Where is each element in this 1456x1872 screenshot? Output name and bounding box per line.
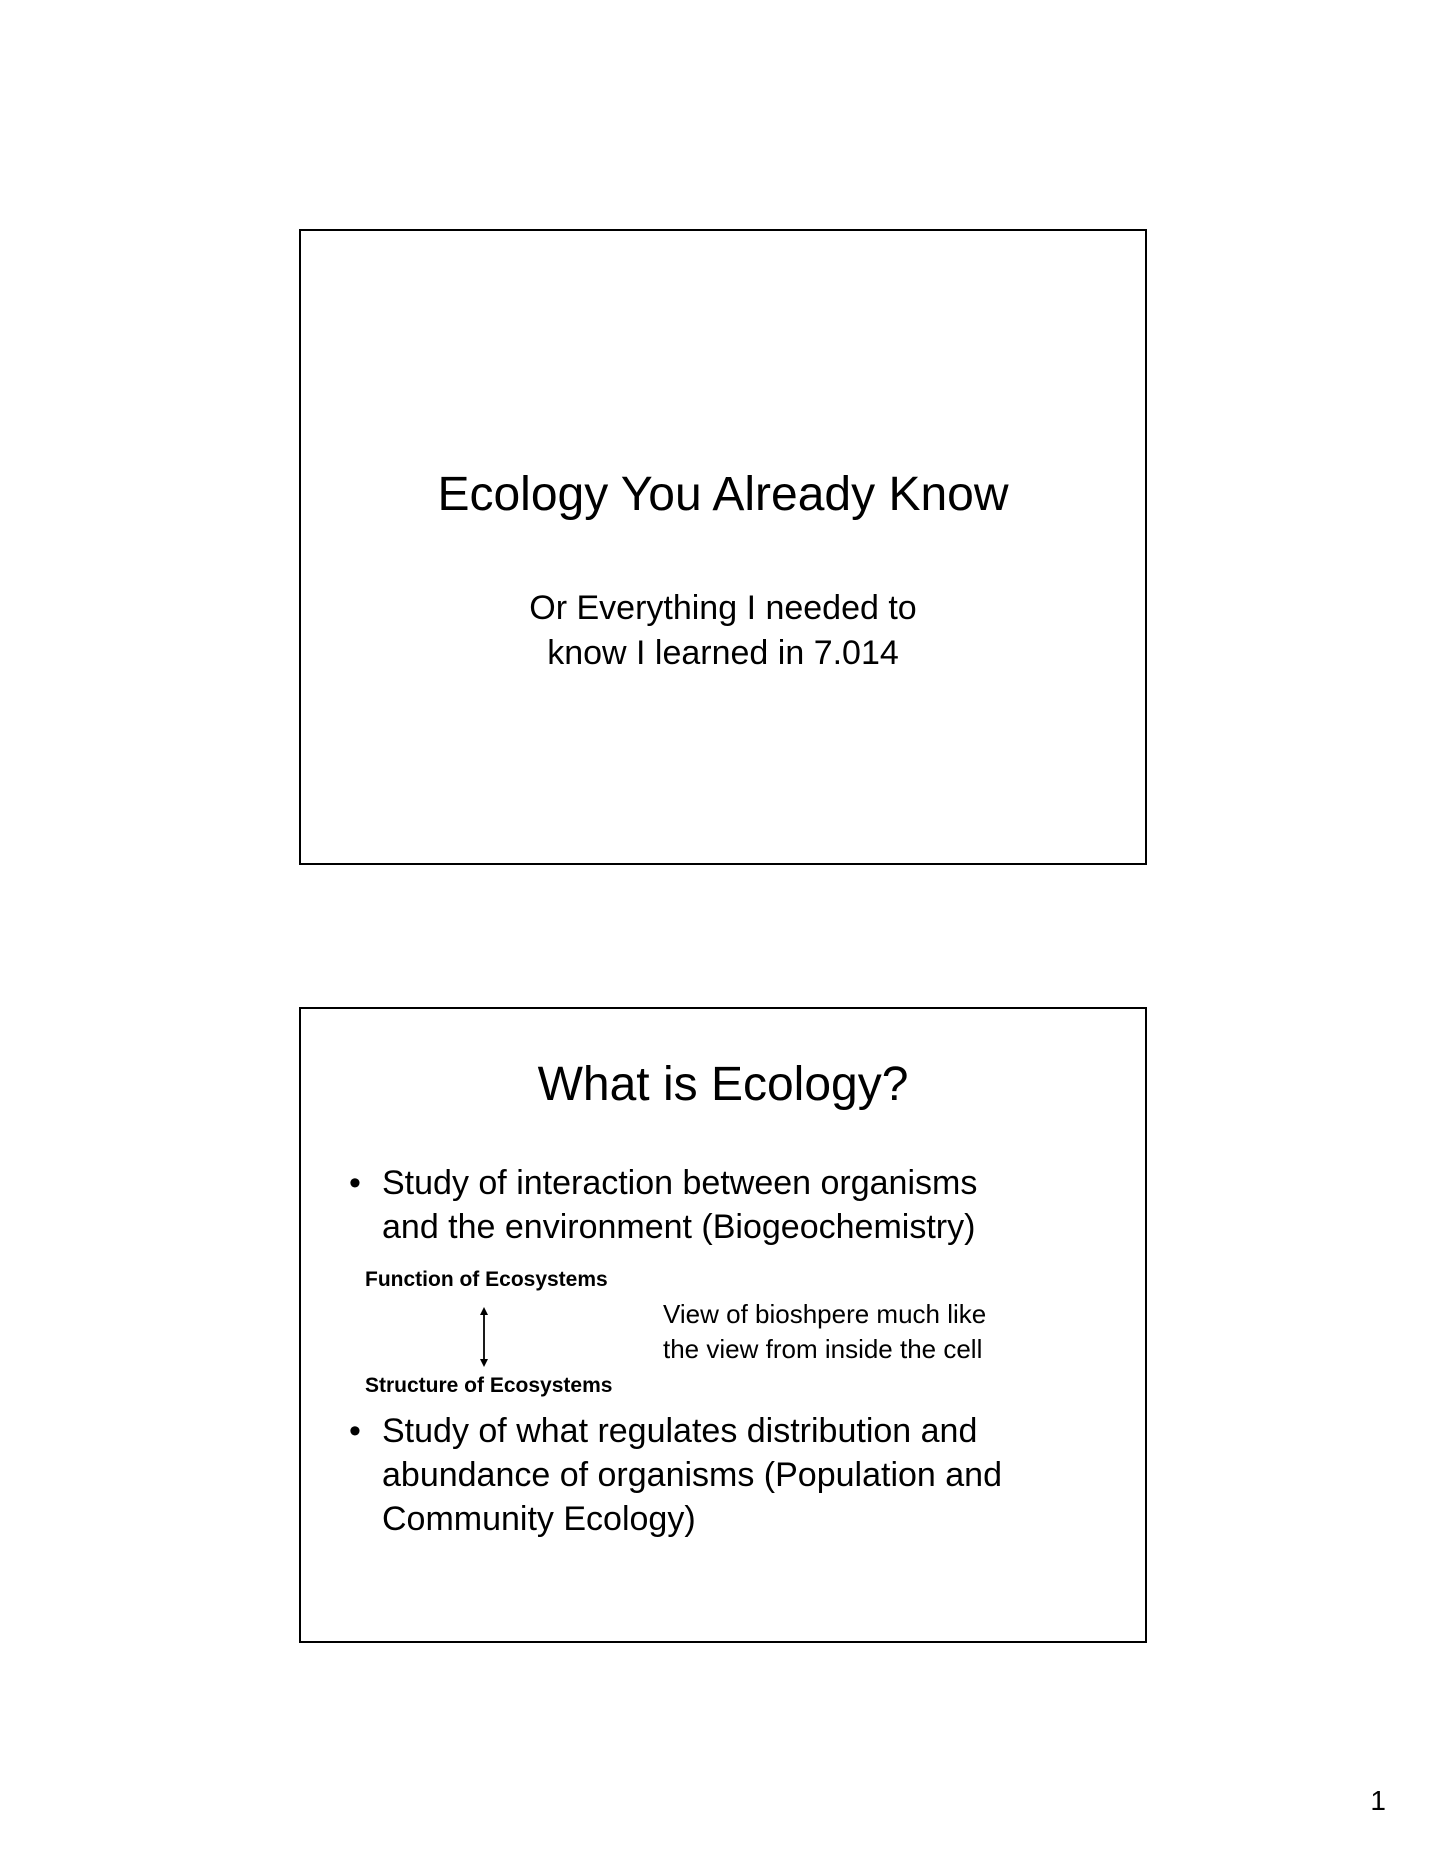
note-line: the view from inside the cell — [663, 1334, 983, 1364]
function-of-ecosystems-label: Function of Ecosystems — [365, 1268, 608, 1291]
slide-2-title: What is Ecology? — [537, 1058, 909, 1111]
subtitle-line: know I learned in 7.014 — [547, 634, 899, 672]
bullet-marker: • — [349, 1164, 361, 1202]
slide-1-title: Ecology You Already Know — [437, 468, 1009, 521]
bullet-item — [349, 1161, 1129, 1249]
bullet-text — [382, 1161, 977, 1249]
bullet-item — [349, 1409, 1129, 1541]
bullet-text — [382, 1409, 1002, 1541]
bullet-line: abundance of organisms (Population and — [382, 1456, 1002, 1494]
bullet-line: Community Ecology) — [382, 1500, 696, 1538]
biosphere-note — [663, 1297, 986, 1367]
bullet-line: Study of what regulates distribution and — [382, 1412, 978, 1450]
bullet-line: Study of interaction between organisms — [382, 1164, 978, 1202]
note-line: View of bioshpere much like — [663, 1299, 987, 1329]
bullet-line: and the environment (Biogeochemistry) — [382, 1208, 976, 1246]
slide-1 — [299, 229, 1147, 865]
slide-1-subtitle — [301, 586, 1145, 676]
bullet-marker: • — [349, 1412, 361, 1450]
structure-of-ecosystems-label: Structure of Ecosystems — [365, 1374, 613, 1397]
page-number: 1 — [1370, 1785, 1386, 1816]
subtitle-line: Or Everything I needed to — [529, 589, 917, 627]
slide-2 — [299, 1007, 1147, 1643]
double-arrow-icon — [479, 1307, 489, 1367]
